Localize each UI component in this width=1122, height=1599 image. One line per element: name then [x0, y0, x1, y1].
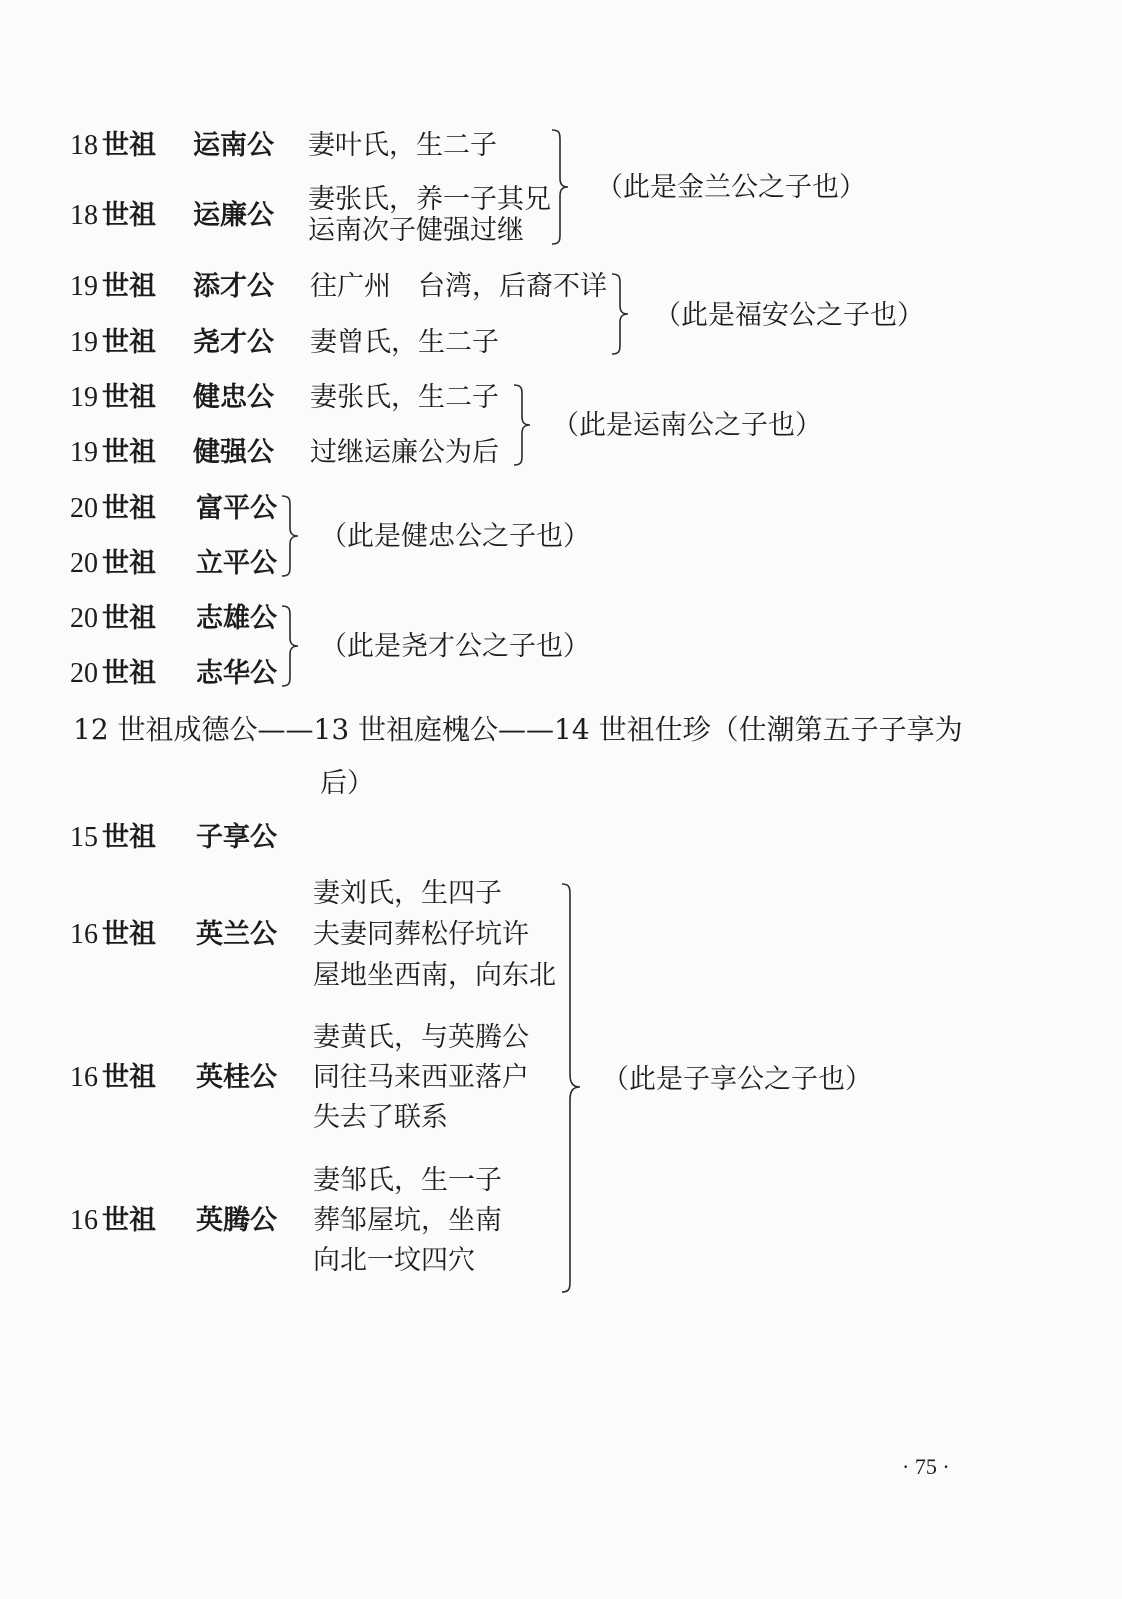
ancestor-name: 志华公 [196, 658, 277, 689]
generation-label: 20 世祖 [70, 548, 156, 579]
generation-label: 20 世祖 [70, 603, 156, 634]
ancestor-description: 向北一坟四穴 [313, 1245, 475, 1276]
page-number: · 75 · [902, 1454, 950, 1479]
generation-label: 16 世祖 [70, 919, 156, 950]
ancestor-name: 立平公 [196, 548, 277, 579]
ancestor-name: 添才公 [193, 271, 274, 302]
ancestor-description: 妻刘氏，生四子 [313, 878, 502, 909]
parent-note: （此是尧才公之子也） [320, 631, 590, 662]
generation-label: 16 世祖 [70, 1062, 156, 1093]
ancestor-description: 妻叶氏，生二子 [308, 130, 497, 161]
curly-brace [610, 272, 634, 356]
ancestor-description: 葬邹屋坑，坐南 [313, 1205, 502, 1236]
ancestor-description: 妻曾氏，生二子 [310, 327, 499, 358]
ancestor-description: 屋地坐西南，向东北 [313, 960, 556, 991]
ancestor-description: 同往马来西亚落户 [313, 1062, 529, 1093]
ancestor-description: 运南次子健强过继 [308, 215, 524, 246]
generation-label: 19 世祖 [70, 437, 156, 468]
ancestor-description: 夫妻同葬松仔坑许 [313, 919, 529, 950]
generation-label: 20 世祖 [70, 658, 156, 689]
ancestor-description: 妻张氏，养一子其兄 [308, 184, 551, 215]
ancestor-name: 健忠公 [193, 382, 274, 413]
curly-brace [550, 128, 574, 246]
generation-label: 15 世祖 [70, 822, 156, 853]
ancestor-description: 妻黄氏，与英腾公 [313, 1022, 529, 1053]
ancestor-name: 英兰公 [196, 919, 277, 950]
lineage-line: 12 世祖成德公——13 世祖庭槐公——14 世祖仕珍（仕潮第五子子享为 [73, 713, 963, 746]
ancestor-name: 健强公 [193, 437, 274, 468]
ancestor-description: 往广州 台湾，后裔不详 [310, 271, 607, 302]
ancestor-name: 运廉公 [193, 200, 274, 231]
ancestor-description: 妻邹氏，生一子 [313, 1165, 502, 1196]
generation-label: 19 世祖 [70, 327, 156, 358]
generation-label: 19 世祖 [70, 382, 156, 413]
curly-brace [280, 604, 304, 688]
parent-note: （此是金兰公之子也） [596, 172, 866, 203]
parent-note: （此是子享公之子也） [602, 1064, 872, 1095]
ancestor-name: 尧才公 [193, 327, 274, 358]
parent-note: （此是运南公之子也） [552, 410, 822, 441]
ancestor-name: 英腾公 [196, 1205, 277, 1236]
ancestor-name: 子享公 [196, 822, 277, 853]
generation-label: 16 世祖 [70, 1205, 156, 1236]
ancestor-description: 失去了联系 [313, 1102, 448, 1133]
curly-brace [280, 494, 304, 578]
generation-label: 18 世祖 [70, 200, 156, 231]
curly-brace [560, 882, 586, 1296]
ancestor-name: 志雄公 [196, 603, 277, 634]
parent-note: （此是健忠公之子也） [320, 521, 590, 552]
ancestor-name: 英桂公 [196, 1062, 277, 1093]
generation-label: 19 世祖 [70, 271, 156, 302]
generation-label: 20 世祖 [70, 493, 156, 524]
ancestor-description: 过继运廉公为后 [310, 437, 499, 468]
parent-note: （此是福安公之子也） [654, 300, 924, 331]
curly-brace [512, 383, 536, 467]
ancestor-name: 运南公 [193, 130, 274, 161]
ancestor-name: 富平公 [196, 493, 277, 524]
generation-label: 18 世祖 [70, 130, 156, 161]
lineage-line-continued: 后） [320, 768, 374, 799]
ancestor-description: 妻张氏，生二子 [310, 382, 499, 413]
